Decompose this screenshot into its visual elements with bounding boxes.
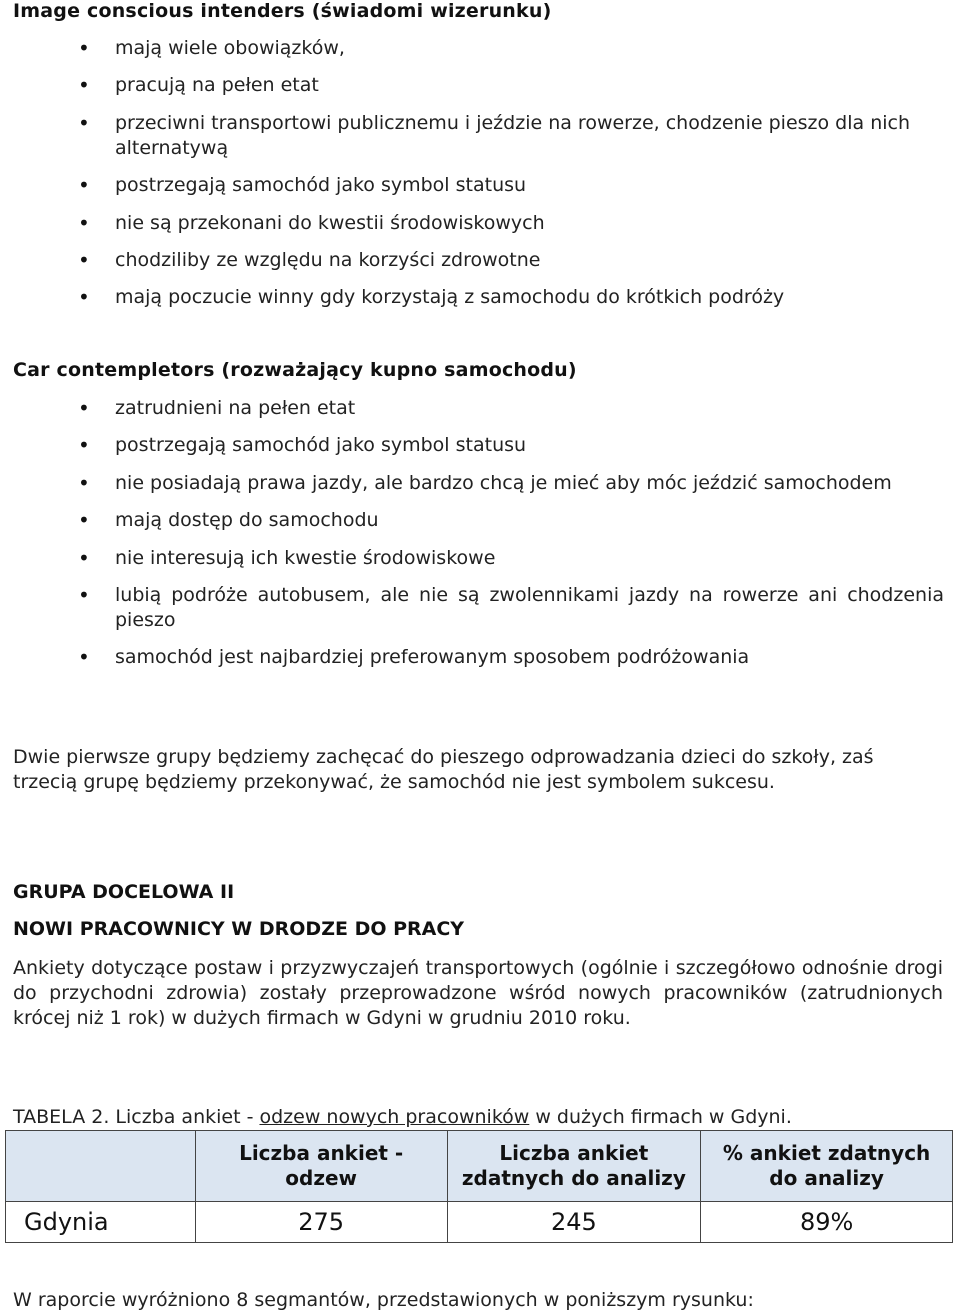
list-item: • mają dostęp do samochodu: [0, 508, 960, 533]
caption-underlined: odzew nowych pracowników: [259, 1106, 530, 1128]
header-cell-percent: % ankiet zdatnych do analizy: [701, 1131, 953, 1202]
list-item: • pracują na pełen etat: [0, 73, 960, 98]
list-item: • mają poczucie winny gdy korzystają z samochodu do krótkich podróży: [0, 285, 960, 310]
list-item: • przeciwni transportowi publicznemu i jeździe na rowerze, chodzenie pieszo dla nich alternatywą: [0, 111, 960, 161]
table-row: [6, 1202, 953, 1243]
list-item: • mają wiele obowiązków,: [0, 36, 960, 61]
cell-city: Gdynia: [6, 1202, 196, 1243]
bullet-list-image-conscious: [0, 36, 960, 323]
header-cell-responses: Liczba ankiet - odzew: [195, 1131, 447, 1202]
footer-sentence: W raporcie wyróżniono 8 segmantów, przedstawionych w poniższym rysunku:: [13, 1289, 754, 1311]
list-item: • nie posiadają prawa jazdy, ale bardzo chcą je mieć aby móc jeździć samochodem: [0, 471, 960, 496]
list-item: • lubią podróże autobusem, ale nie są zwolennikami jazdy na rowerze ani chodzenia pieszo: [0, 583, 960, 633]
bullet-list-car-contemplators: [0, 396, 960, 683]
group-subtitle: NOWI PRACOWNICY W DRODZE DO PRACY: [13, 918, 465, 940]
section-heading-image-conscious: Image conscious intenders (świadomi wizerunku): [13, 0, 552, 22]
table-header-row: [6, 1131, 953, 1202]
list-item: • postrzegają samochód jako symbol statusu: [0, 173, 960, 198]
cell-percent: 89%: [701, 1202, 953, 1243]
table-caption: [13, 1105, 792, 1130]
caption-lead: TABELA 2. Liczba ankiet -: [13, 1106, 260, 1128]
survey-table: [5, 1130, 953, 1243]
list-item: • chodziliby ze względu na korzyści zdrowotne: [0, 248, 960, 273]
summary-paragraph: Dwie pierwsze grupy będziemy zachęcać do pieszego odprowadzania dzieci do szkoły, zaś trzecią grupę będziemy przekonywać, że samochód nie jest symbolem sukcesu.: [13, 746, 874, 793]
list-item: • samochód jest najbardziej preferowanym sposobem podróżowania: [0, 645, 960, 670]
list-item: • postrzegają samochód jako symbol statusu: [0, 433, 960, 458]
list-item: • nie są przekonani do kwestii środowiskowych: [0, 211, 960, 236]
survey-paragraph: Ankiety dotyczące postaw i przyzwyczajeń transportowych (ogólnie i szczegółowo odnośnie drogi do przychodni zdrowia) zostały przeprowadzone wśród nowych pracowników (zatrudnionych krócej niż 1 rok) w dużych firmach w Gdyni w grudniu 2010 roku.: [13, 957, 943, 1029]
section-heading-car-contemplators: Car contempletors (rozważający kupno samochodu): [13, 359, 577, 381]
cell-usable: 245: [447, 1202, 701, 1243]
cell-responses: 275: [195, 1202, 447, 1243]
header-cell-usable: Liczba ankiet zdatnych do analizy: [447, 1131, 701, 1202]
group-title: GRUPA DOCELOWA II: [13, 881, 235, 903]
list-item: • nie interesują ich kwestie środowiskowe: [0, 546, 960, 571]
header-cell-empty: [6, 1131, 196, 1202]
list-item: • zatrudnieni na pełen etat: [0, 396, 960, 421]
caption-tail: w dużych firmach w Gdyni.: [529, 1106, 792, 1128]
